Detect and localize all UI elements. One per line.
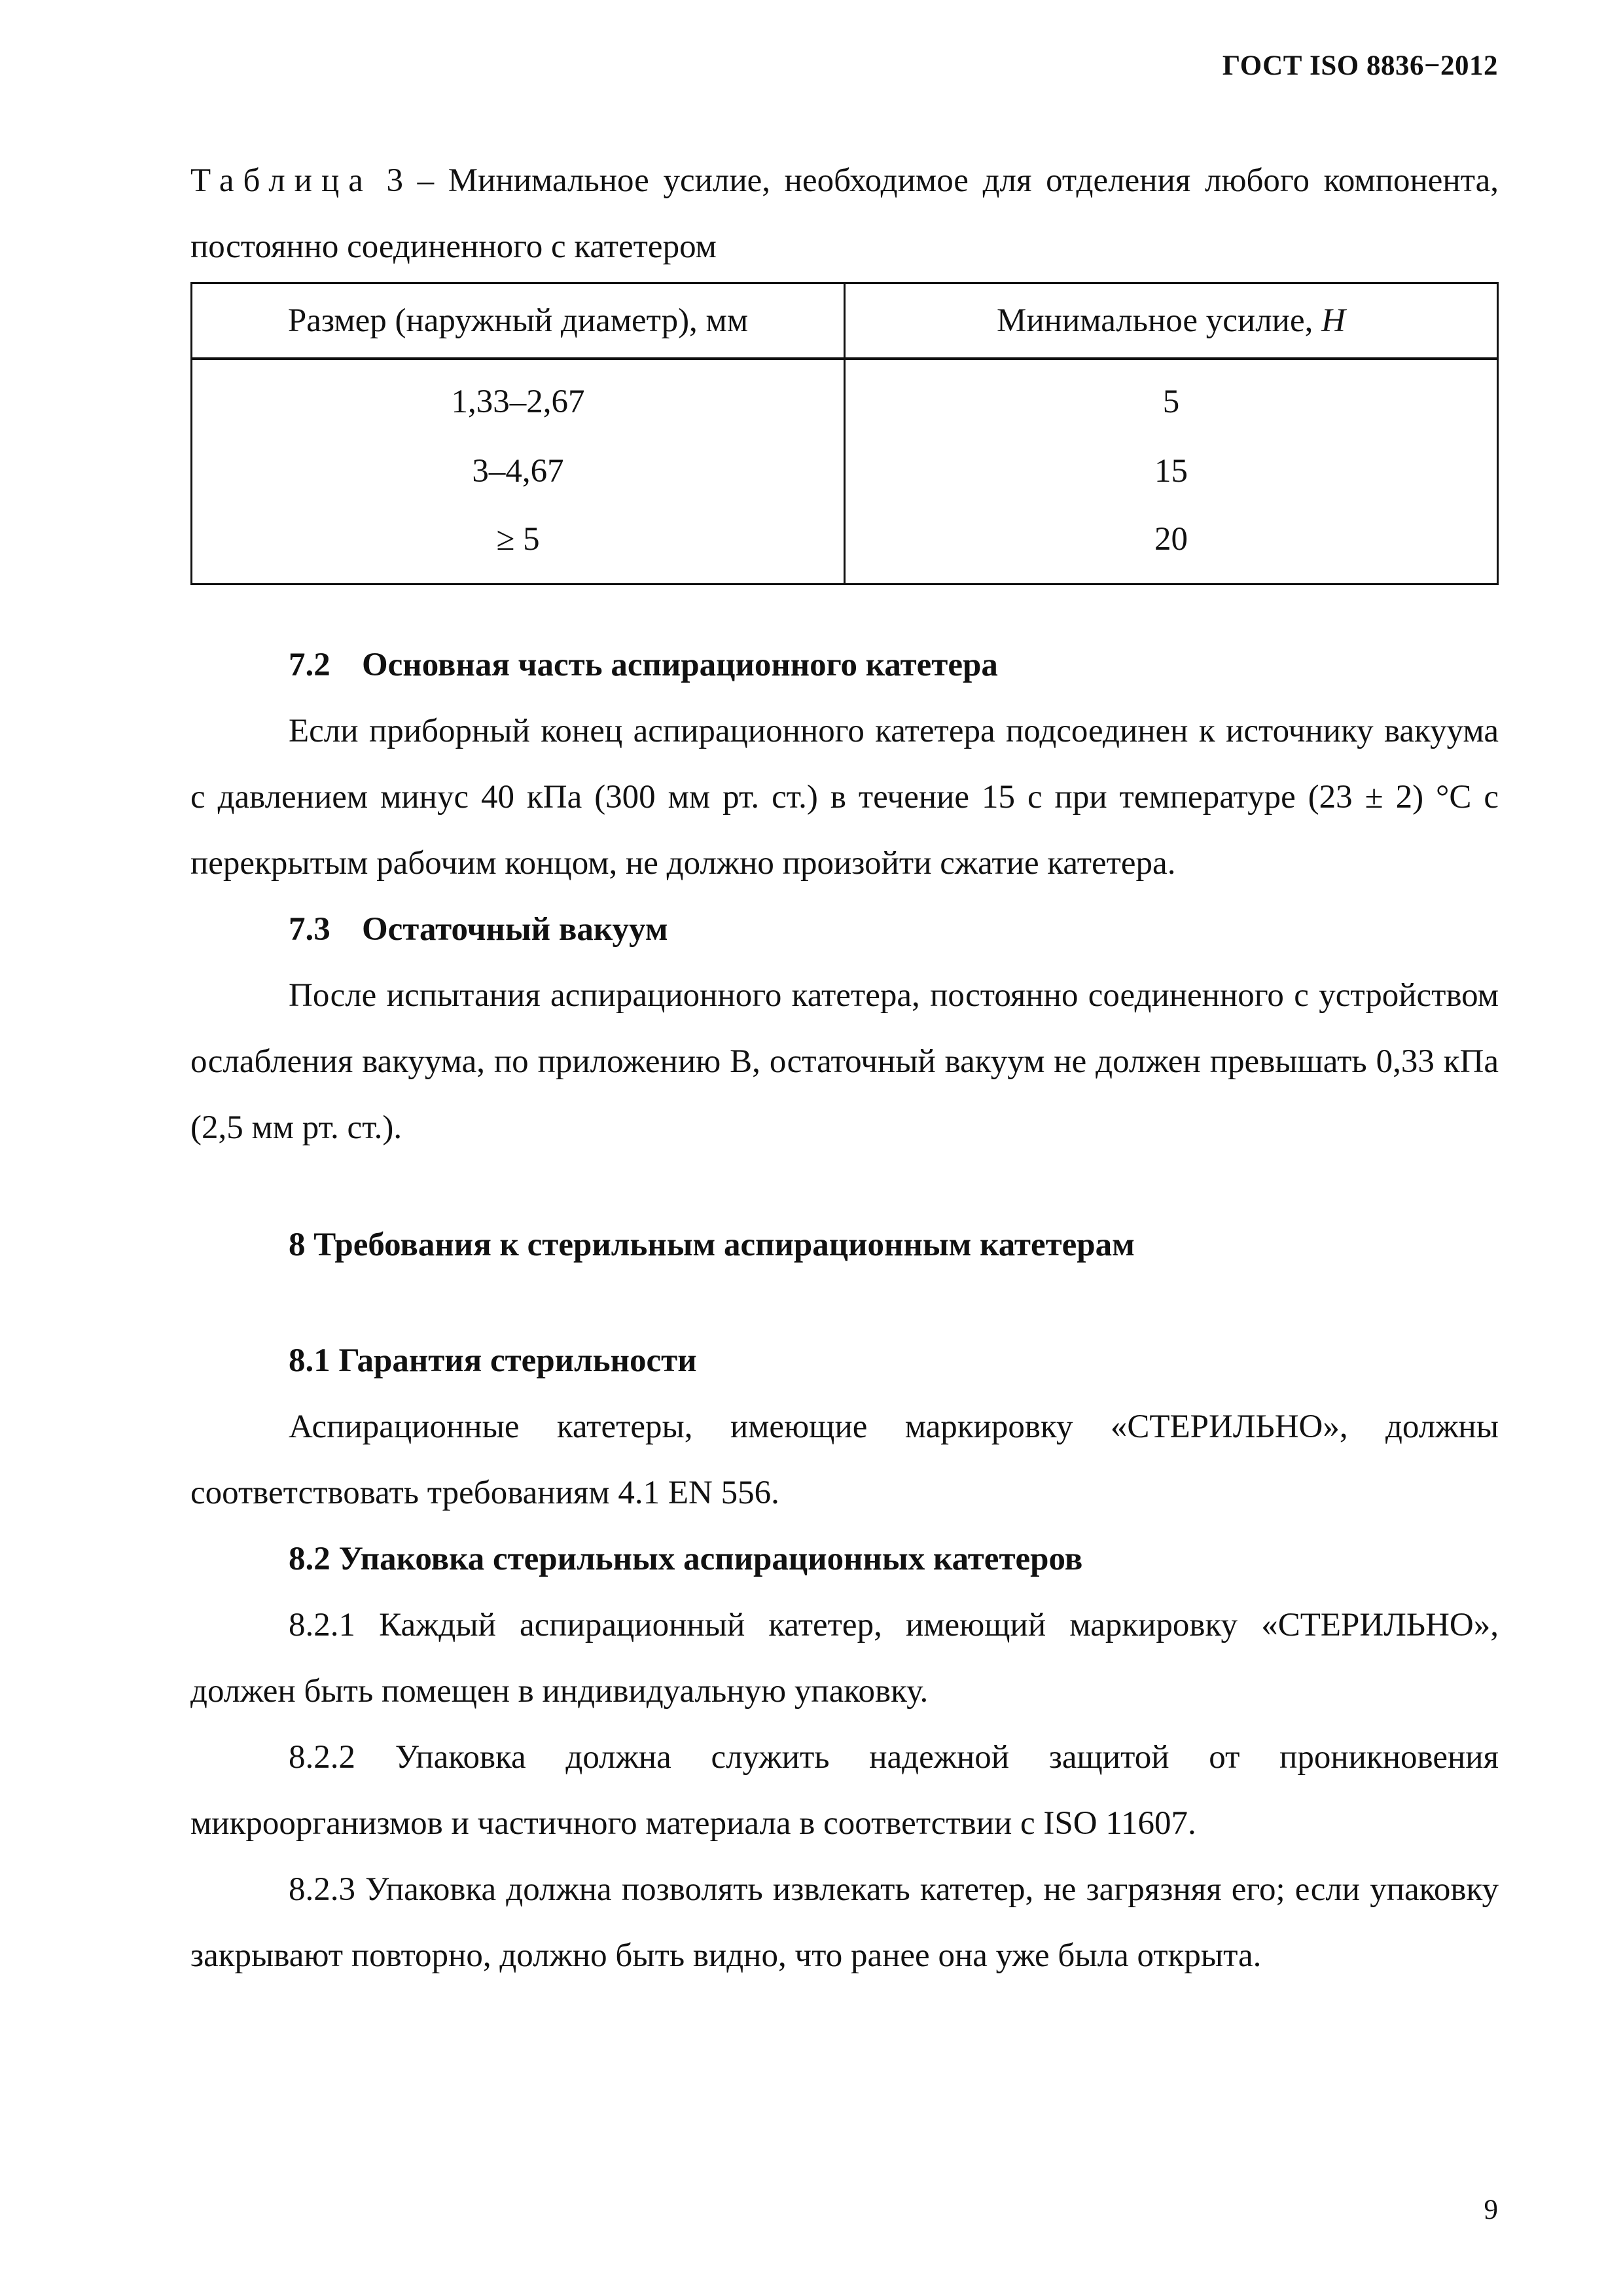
table-header-row [192, 283, 1498, 359]
section-8-2-heading: 8.2 Упаковка стерильных аспирационных катетеров [289, 1541, 1083, 1577]
min-force-table [190, 282, 1499, 585]
table-caption-label: Таблица [190, 162, 372, 199]
page-content [190, 148, 1499, 1989]
table-cell-force: 15 [1154, 453, 1188, 490]
table-cell-force: 20 [1154, 520, 1188, 558]
section-7-3-title: Остаточный вакуум [362, 911, 668, 948]
table-cell-size: 1,33–2,67 [192, 359, 845, 439]
section-7-2-text: Если приборный конец аспирационного катетера подсоединен к источнику вакуума с давлением минус 40 кПа (300 мм рт. ст.) в течение 15 с при температуре (23 ± 2) °С с перекрытым рабочим концом, не должно произойти сжатие катетера. [190, 713, 1499, 882]
section-8-1-text: Аспирационные катетеры, имеющие маркировку «СТЕРИЛЬНО», должны соответствовать требованиям 4.1 EN 556. [190, 1408, 1499, 1511]
section-7-2-number: 7.2 [289, 647, 330, 683]
page-number: 9 [1484, 2195, 1498, 2225]
table-caption-text: 3 – Минимальное усилие, необходимое для отделения любого компонента, постоянно соединенного с катетером [190, 162, 1499, 265]
section-7-2-title: Основная часть аспирационного катетера [362, 647, 998, 683]
section-7-3-number: 7.3 [289, 911, 330, 948]
document-header-id: ГОСТ ISO 8836−2012 [1222, 50, 1498, 81]
table-header-force [845, 283, 1498, 359]
section-8-2-2-text: 8.2.2 Упаковка должна служить надежной защитой от проникновения микроорганизмов и частичного материала в соответствии с ISO 11607. [190, 1739, 1499, 1842]
table-cell-size: ≥ 5 [192, 505, 845, 584]
table-row [192, 359, 1498, 439]
table-cell-force: 5 [1162, 383, 1180, 420]
section-8-2-3-text: 8.2.3 Упаковка должна позволять извлекать катетер, не загрязняя его; если упаковку закрывают повторно, должно быть видно, что ранее она уже была открыта. [190, 1871, 1499, 1974]
section-8-1-heading: 8.1 Гарантия стерильности [289, 1342, 697, 1379]
table-header-size: Размер (наружный диаметр), мм [192, 283, 845, 359]
table-caption [190, 148, 1499, 280]
section-7-2-heading [190, 632, 1499, 698]
section-7-3-heading [190, 897, 1499, 963]
section-8-2-1-text: 8.2.1 Каждый аспирационный катетер, имеющий маркировку «СТЕРИЛЬНО», должен быть помещен в индивидуальную упаковку. [190, 1607, 1499, 1710]
table-header-force-text: Минимальное усилие, [997, 302, 1322, 339]
section-7-3-text: После испытания аспирационного катетера, постоянно соединенного с устройством ослабления вакуума, по приложению В, остаточный вакуум не должен превышать 0,33 кПа (2,5 мм рт. ст.). [190, 977, 1499, 1146]
table-row [192, 505, 1498, 584]
table-header-force-unit: Н [1321, 302, 1346, 339]
table-cell-size: 3–4,67 [192, 439, 845, 505]
section-8-heading: 8 Требования к стерильным аспирационным катетерам [289, 1227, 1135, 1263]
table-row [192, 439, 1498, 505]
